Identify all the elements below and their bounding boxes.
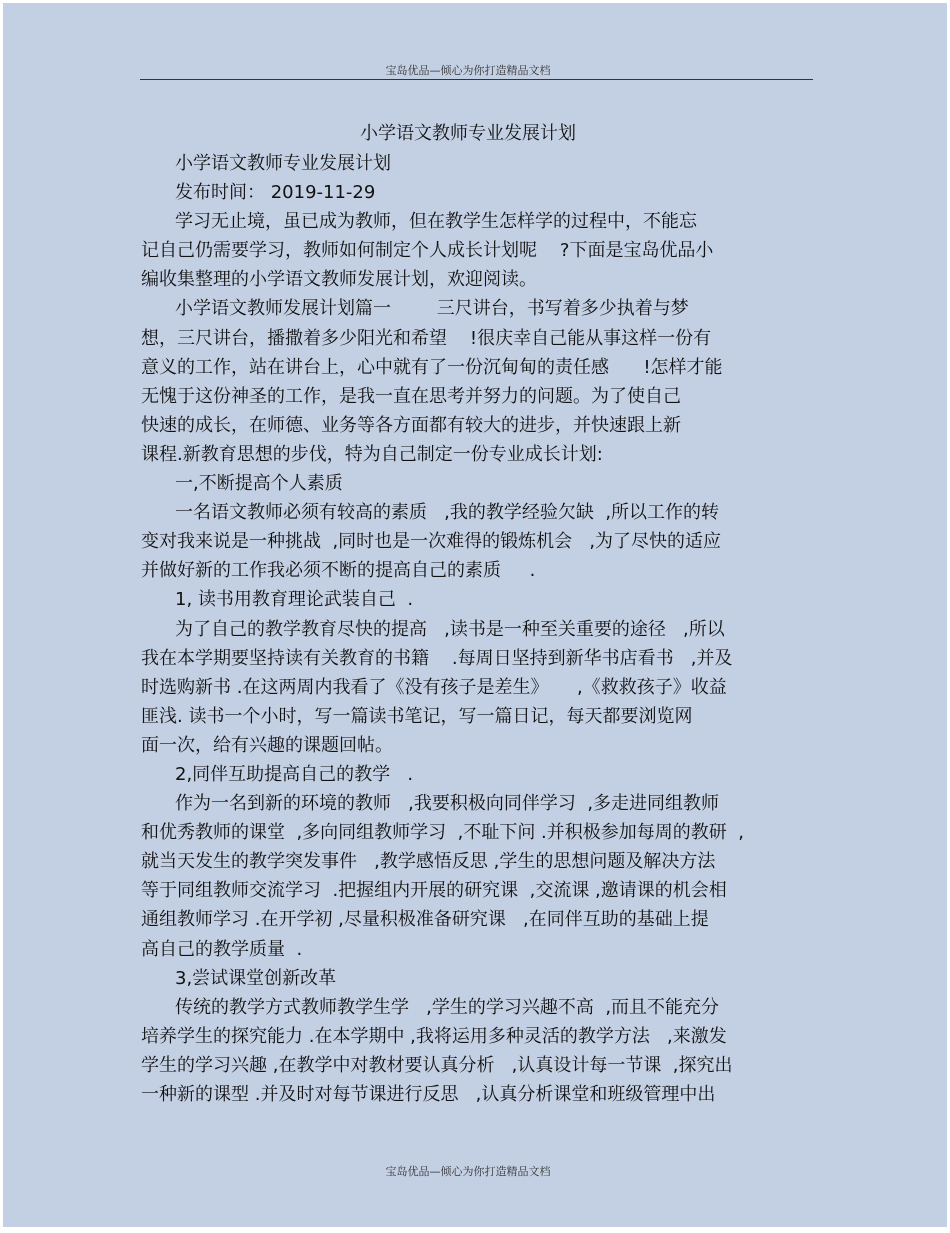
text-line: 学生的学习兴趣 ,在教学中对教材要认真分析 ,认真设计每一节课 ,探究出 bbox=[141, 1054, 733, 1076]
text-line: 我在本学期要坚持读有关教育的书籍 .每周日坚持到新华书店看书 ,并及 bbox=[141, 647, 733, 669]
text-line: 想，三尺讲台，播撒着多少阳光和希望 !很庆幸自己能从事这样一份有 bbox=[141, 327, 712, 349]
text-line: 课程.新教育思想的步伐，特为自己制定一份专业成长计划: bbox=[141, 443, 603, 465]
text-line: 培养学生的探究能力 .在本学期中 ,我将运用多种灵活的教学方法 ,来激发 bbox=[141, 1025, 727, 1047]
text-line: 意义的工作，站在讲台上，心中就有了一份沉甸甸的责任感 !怎样才能 bbox=[141, 356, 723, 378]
text-line: 无愧于这份神圣的工作，是我一直在思考并努力的问题。为了使自己 bbox=[141, 385, 681, 407]
text-line: 面一次，给有兴趣的课题回帖。 bbox=[141, 734, 393, 756]
text-line: 就当天发生的教学突发事件 ,教学感悟反思 ,学生的思想问题及解决方法 bbox=[141, 851, 716, 873]
text-line: 匪浅. 读书一个小时，写一篇读书笔记，写一篇日记，每天都要浏览网 bbox=[141, 705, 693, 727]
text-line: 一名语文教师必须有较高的素质 ,我的教学经验欠缺 ,所以工作的转 bbox=[175, 502, 720, 524]
text-line: 小学语文教师发展计划篇一 三尺讲台，书写着多少执着与梦 bbox=[175, 298, 689, 320]
text-line: 小学语文教师专业发展计划 bbox=[175, 153, 391, 174]
document-page bbox=[3, 3, 947, 1227]
text-line: 通组教师学习 .在开学初 ,尽量积极准备研究课 ,在同伴互助的基础上提 bbox=[141, 909, 709, 931]
document-body bbox=[141, 149, 821, 1109]
document-title: 小学语文教师专业发展计划 bbox=[360, 123, 576, 144]
text-line: 记自己仍需要学习，教师如何制定个人成长计划呢 ?下面是宝岛优品小 bbox=[141, 240, 714, 262]
text-line: 2,同伴互助提高自己的教学 . bbox=[175, 763, 414, 785]
text-line: 学习无止境，虽已成为教师，但在教学生怎样学的过程中，不能忘 bbox=[175, 211, 697, 233]
text-line: 变对我来说是一种挑战 ,同时也是一次难得的锻炼机会 ,为了尽快的适应 bbox=[141, 531, 722, 553]
text-line: 和优秀教师的课堂 ,多向同组教师学习 ,不耻下问 .并积极参加每周的教研 , bbox=[141, 822, 744, 844]
text-line: 传统的教学方式教师教学生学 ,学生的学习兴趣不高 ,而且不能充分 bbox=[175, 996, 720, 1018]
text-line: 作为一名到新的环境的教师 ,我要积极向同伴学习 ,多走进同组教师 bbox=[175, 793, 720, 815]
text-line: 编收集整理的小学语文教师发展计划，欢迎阅读。 bbox=[141, 269, 537, 291]
text-line: 快速的成长，在师德、业务等各方面都有较大的进步，并快速跟上新 bbox=[141, 414, 681, 436]
text-line: 并做好新的工作我必须不断的提高自己的素质 . bbox=[141, 560, 536, 582]
text-line: 时选购新书 .在这两周内我看了《没有孩子是差生》 ,《救救孩子》收益 bbox=[141, 676, 727, 698]
text-line: 为了自己的教学教育尽快的提高 ,读书是一种至关重要的途径 ,所以 bbox=[175, 618, 725, 640]
text-line: 一种新的课型 .并及时对每节课进行反思 ,认真分析课堂和班级管理中出 bbox=[141, 1084, 716, 1105]
page-header: 宝岛优品—倾心为你打造精品文档 bbox=[385, 64, 551, 77]
text-line: 发布时间： 2019-11-29 bbox=[175, 182, 376, 204]
text-line: 1, 读书用教育理论武装自己 . bbox=[175, 589, 414, 611]
text-line: 3,尝试课堂创新改革 bbox=[175, 967, 337, 989]
header-divider bbox=[140, 79, 813, 80]
text-line: 一,不断提高个人素质 bbox=[175, 473, 343, 495]
page-footer: 宝岛优品—倾心为你打造精品文档 bbox=[385, 1165, 551, 1178]
text-line: 等于同组教师交流学习 .把握组内开展的研究课 ,交流课 ,邀请课的机会相 bbox=[141, 880, 727, 902]
text-line: 高自己的教学质量 . bbox=[141, 938, 303, 960]
